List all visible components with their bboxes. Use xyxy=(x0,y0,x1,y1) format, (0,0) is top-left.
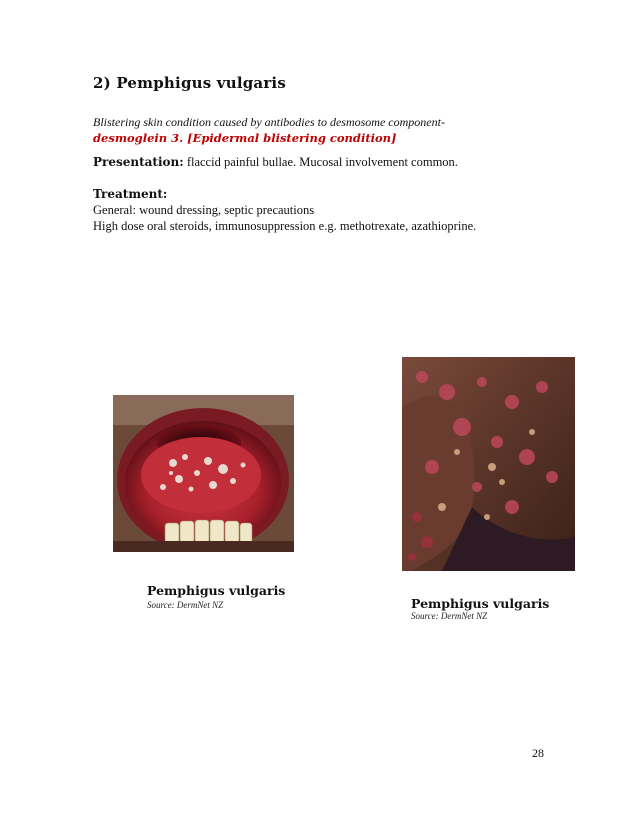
presentation-label: Presentation: xyxy=(93,155,184,169)
intro-line-1: Blistering skin condition caused by antibodies to desmosome component- xyxy=(93,115,445,129)
presentation-text: flaccid painful bullae. Mucosal involvement common. xyxy=(183,155,458,169)
section-heading: 2) Pemphigus vulgaris xyxy=(93,74,286,92)
back-skin-photo xyxy=(402,357,575,571)
treatment-paragraph xyxy=(93,186,573,234)
oral-mucosa-photo xyxy=(113,395,294,552)
treatment-line-1: General: wound dressing, septic precautions xyxy=(93,203,315,217)
back-skin-image xyxy=(402,357,575,571)
oral-mucosa-image xyxy=(113,395,294,552)
figure-2-caption: Pemphigus vulgaris xyxy=(411,596,550,611)
treatment-label: Treatment: xyxy=(93,187,168,201)
intro-line-2: desmoglein 3. [Epidermal blistering condition] xyxy=(93,131,397,145)
figure-1-caption: Pemphigus vulgaris xyxy=(147,583,286,598)
figure-2-source: Source: DermNet NZ xyxy=(411,611,488,621)
figure-1-source: Source: DermNet NZ xyxy=(147,600,224,610)
treatment-line-2: High dose oral steroids, immunosuppression e.g. methotrexate, azathioprine. xyxy=(93,219,477,233)
intro-text xyxy=(93,114,563,146)
presentation-paragraph xyxy=(93,154,573,170)
page-number: 28 xyxy=(532,746,544,760)
